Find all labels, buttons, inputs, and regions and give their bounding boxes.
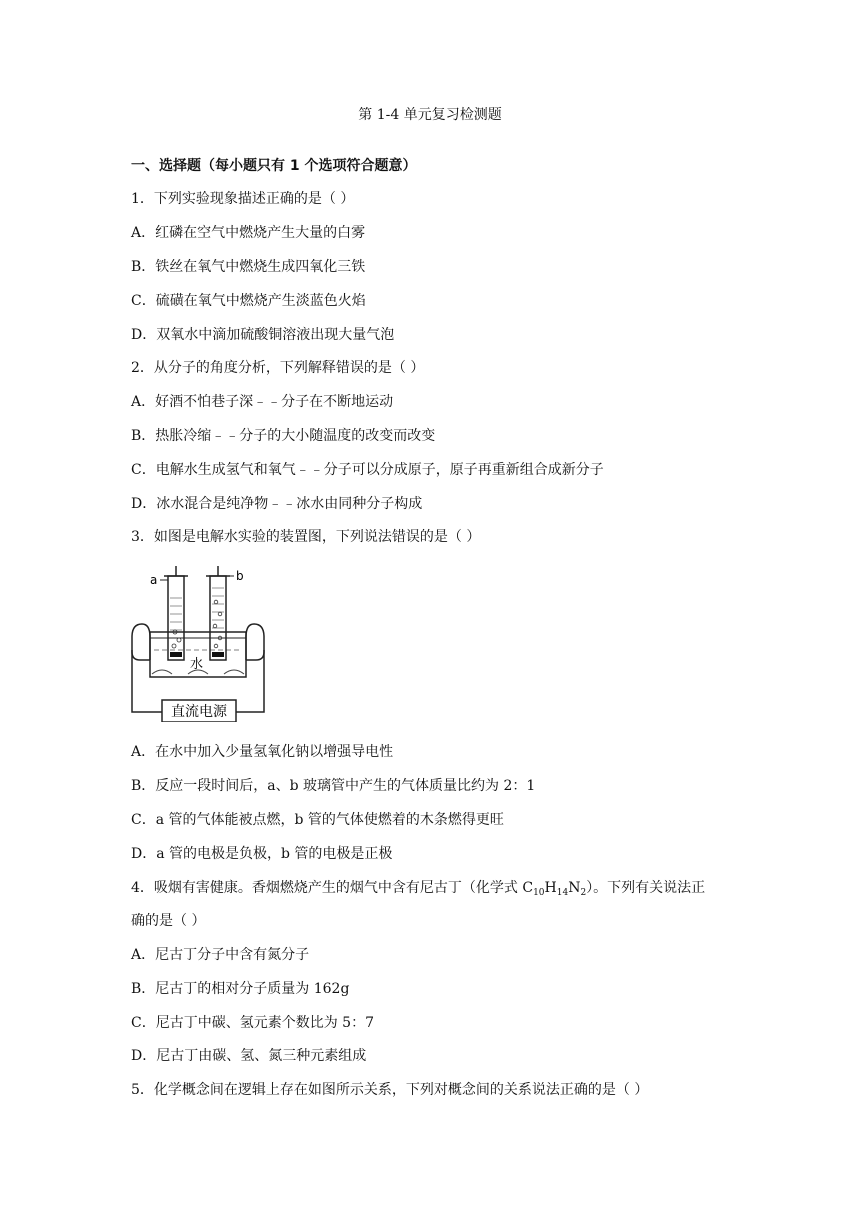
q2-stem: 2．从分子的角度分析，下列解释错误的是（ ）	[131, 360, 425, 376]
gas-bubbles	[172, 600, 222, 648]
q5-stem: 5．化学概念间在逻辑上存在如图所示关系，下列对概念间的关系说法正确的是（ ）	[131, 1082, 649, 1098]
q1-option-c: C．硫磺在氧气中燃烧产生淡蓝色火焰	[131, 293, 366, 309]
power-supply-label: 直流电源	[171, 704, 227, 720]
q4-stem-line2: 确的是（ ）	[131, 913, 206, 929]
document-title: 第 1-4 单元复习检测题	[358, 107, 502, 123]
right-wire-loop	[246, 624, 264, 660]
q2-option-c: C．电解水生成氢气和氧气﹣﹣分子可以分成原子，原子再重新组合成新分子	[131, 462, 604, 478]
section-heading: 一、选择题（每小题只有 1 个选项符合题意）	[131, 158, 417, 174]
q3-stem: 3．如图是电解水实验的装置图，下列说法错误的是（ ）	[131, 529, 481, 545]
label-b: b	[236, 569, 244, 583]
q4-option-d: D．尼古丁由碳、氢、氮三种元素组成	[131, 1048, 367, 1064]
q3-option-a: A．在水中加入少量氢氧化钠以增强导电性	[131, 744, 394, 760]
label-a: a	[150, 573, 158, 587]
q4-option-b: B．尼古丁的相对分子质量为 162g	[131, 981, 350, 997]
q2-option-b: B．热胀冷缩﹣﹣分子的大小随温度的改变而改变	[131, 428, 436, 444]
q4-stem-part1: 4．吸烟有害健康。香烟燃烧产生的烟气中含有尼古丁（化学式 C	[131, 880, 534, 896]
q2-option-d: D．冰水混合是纯净物﹣﹣冰水由同种分子构成	[131, 496, 423, 512]
tube-b-liquid	[212, 588, 224, 628]
electrode-b	[212, 652, 224, 657]
q4-stem	[131, 878, 705, 898]
q4-stem-part2: ）。下列有关说法正	[586, 880, 706, 896]
q2-option-a: A．好酒不怕巷子深﹣﹣分子在不断地运动	[131, 394, 394, 410]
left-wire-loop	[132, 624, 150, 660]
q4-sub-nitrogen: 2	[580, 888, 587, 898]
q1-option-a: A．红磷在空气中燃烧产生大量的白雾	[131, 225, 366, 241]
electrolysis-apparatus-figure	[128, 562, 268, 722]
tube-b	[210, 576, 226, 660]
tube-a-liquid	[170, 598, 182, 630]
electrode-a	[170, 652, 182, 657]
q4-option-c: C．尼古丁中碳、氢元素个数比为 5：7	[131, 1015, 374, 1031]
q4-nitrogen: N	[568, 880, 581, 896]
q3-option-c: C．a 管的气体能被点燃，b 管的气体使燃着的木条燃得更旺	[131, 812, 504, 828]
q3-option-d: D．a 管的电极是负极，b 管的电极是正极	[131, 846, 393, 862]
q1-option-d: D．双氧水中滴加硫酸铜溶液出现大量气泡	[131, 327, 395, 343]
q1-stem: 1．下列实验现象描述正确的是（ ）	[131, 191, 355, 207]
q4-hydrogen: H	[544, 880, 557, 896]
q3-option-b: B．反应一段时间后，a、b 玻璃管中产生的气体质量比约为 2：1	[131, 778, 536, 794]
q4-sub-carbon: 10	[533, 888, 545, 898]
water-label: 水	[190, 657, 204, 672]
q4-option-a: A．尼古丁分子中含有氮分子	[131, 947, 310, 963]
q1-option-b: B．铁丝在氧气中燃烧生成四氧化三铁	[131, 259, 366, 275]
tube-a	[168, 576, 184, 660]
q4-sub-hydrogen: 14	[556, 888, 569, 898]
